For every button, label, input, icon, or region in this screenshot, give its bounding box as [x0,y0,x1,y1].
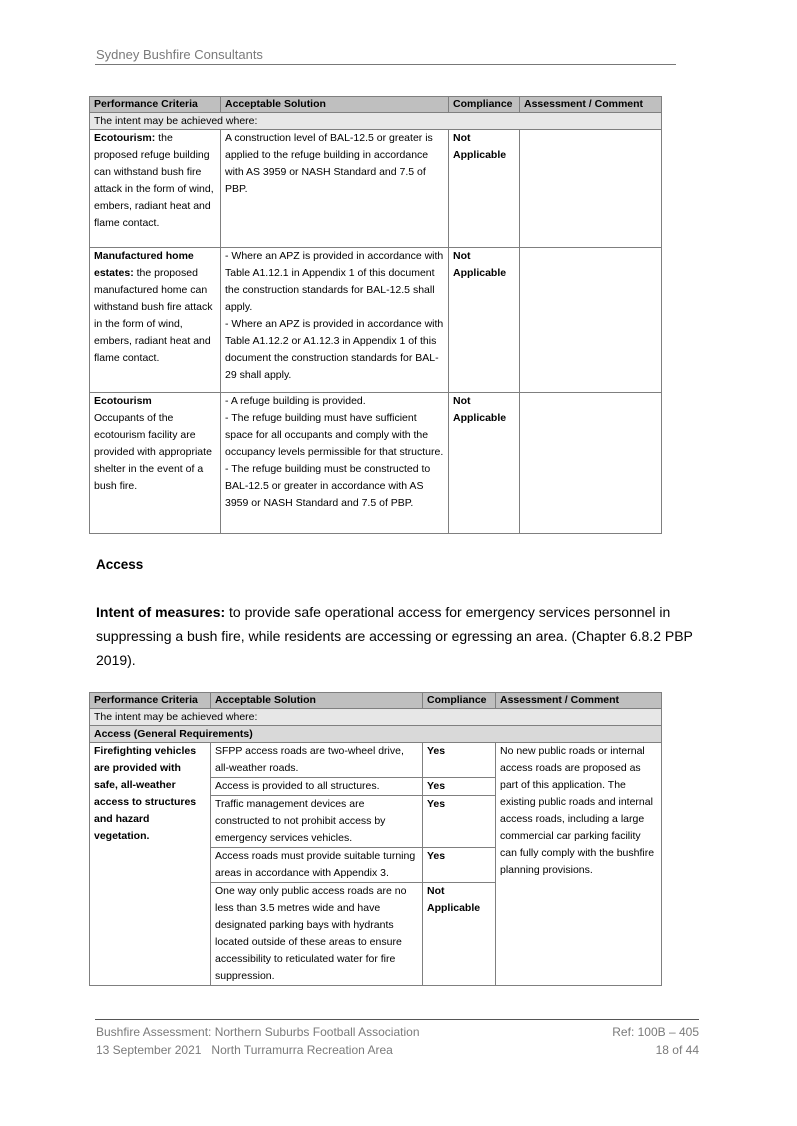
compliance-cell: Yes [423,743,496,778]
solution-cell: - A refuge building is provided. - The refuge building must have sufficient space for all occupants and comply with the occupancy levels permissible for that structure. - The refuge building must be constructed to BAL-12.5 or greater in accordance with AS 3959 or NASH Standard and 7.5 of PBP. [221,393,449,534]
section-title: Access [96,557,144,572]
table-row [90,393,662,534]
criteria-table-1 [89,96,662,534]
intent-label: Intent of measures: [96,604,226,620]
footer-ref: Ref: 100B – 405 [612,1025,699,1039]
criteria-text: Occupants of the ecotourism facility are provided with appropriate shelter in the event of a bush fire. [94,412,212,492]
footer-date-location: 13 September 2021 North Turramurra Recreation Area [96,1043,393,1057]
intent-row [90,709,662,726]
criteria-text: the proposed refuge building can withstand bush fire attack in the form of wind, embers, radiant heat and flame contact. [94,132,214,229]
solution-cell: Access is provided to all structures. [211,778,423,796]
criteria-cell [90,248,221,393]
col-header: Compliance [449,97,520,113]
solution-cell: One way only public access roads are no less than 3.5 metres wide and have designated parking bays with hydrants located outside of these areas to ensure accessibility to reticulated water for fire suppression. [211,883,423,986]
table-header-row [90,693,662,709]
col-header: Assessment / Comment [520,97,662,113]
comment-cell: No new public roads or internal access roads are proposed as part of this application. The existing public roads and internal access roads, including a large commercial car parking facility can fully comply with the bushfire planning provisions. [496,743,662,986]
intent-body: to provide safe operational access for emergency services personnel in suppressing a bush fire, while residents are accessing or egressing an area. (Chapter 6.8.2 PBP 2019). [96,604,693,668]
solution-cell: - Where an APZ is provided in accordance with Table A1.12.1 in Appendix 1 of this document the construction standards for BAL-12.5 shall apply. - Where an APZ is provided in accordance with Table A1.12.2 or A1.12.3 in Appendix 1 of this document the construction standards for BAL-29 shall apply. [221,248,449,393]
solution-cell: SFPP access roads are two-wheel drive, all-weather roads. [211,743,423,778]
criteria-title: Ecotourism [94,395,152,407]
col-header: Acceptable Solution [221,97,449,113]
criteria-text: the proposed manufactured home can withstand bush fire attack in the form of wind, embers, radiant heat and flame contact. [94,267,213,364]
solution-cell: Traffic management devices are constructed to not prohibit access by emergency services vehicles. [211,796,423,848]
compliance-cell: Yes [423,848,496,883]
subheading-text: Access (General Requirements) [90,726,662,743]
compliance-cell: Not Applicable [449,130,520,248]
intent-row [90,113,662,130]
col-header: Performance Criteria [90,97,221,113]
header-divider [95,64,676,65]
compliance-cell: Not Applicable [423,883,496,986]
subheading-row [90,726,662,743]
intent-text: The intent may be achieved where: [90,113,662,130]
col-header: Compliance [423,693,496,709]
footer-page-number: 18 of 44 [655,1043,699,1057]
comment-cell [520,393,662,534]
col-header: Assessment / Comment [496,693,662,709]
intent-paragraph [96,600,706,672]
criteria-title: Ecotourism: [94,132,156,144]
intent-text: The intent may be achieved where: [90,709,662,726]
compliance-cell: Not Applicable [449,248,520,393]
compliance-cell: Yes [423,778,496,796]
compliance-cell: Not Applicable [449,393,520,534]
header-company: Sydney Bushfire Consultants [96,47,263,62]
criteria-cell [90,130,221,248]
criteria-title: Manufactured home estates: [94,250,194,279]
table-row [90,248,662,393]
solution-cell: A construction level of BAL-12.5 or greater is applied to the refuge building in accordance with AS 3959 or NASH Standard and 7.5 of PBP. [221,130,449,248]
criteria-table-2 [89,692,662,986]
col-header: Performance Criteria [90,693,211,709]
comment-cell [520,130,662,248]
compliance-cell: Yes [423,796,496,848]
footer-doc-title: Bushfire Assessment: Northern Suburbs Football Association [96,1025,420,1039]
footer-divider [95,1019,699,1020]
table-row [90,130,662,248]
solution-cell: Access roads must provide suitable turning areas in accordance with Appendix 3. [211,848,423,883]
comment-cell [520,248,662,393]
col-header: Acceptable Solution [211,693,423,709]
table-row [90,743,662,778]
table-header-row [90,97,662,113]
criteria-cell [90,393,221,534]
criteria-cell: Firefighting vehicles are provided with safe, all-weather access to structures and hazard vegetation. [90,743,211,986]
